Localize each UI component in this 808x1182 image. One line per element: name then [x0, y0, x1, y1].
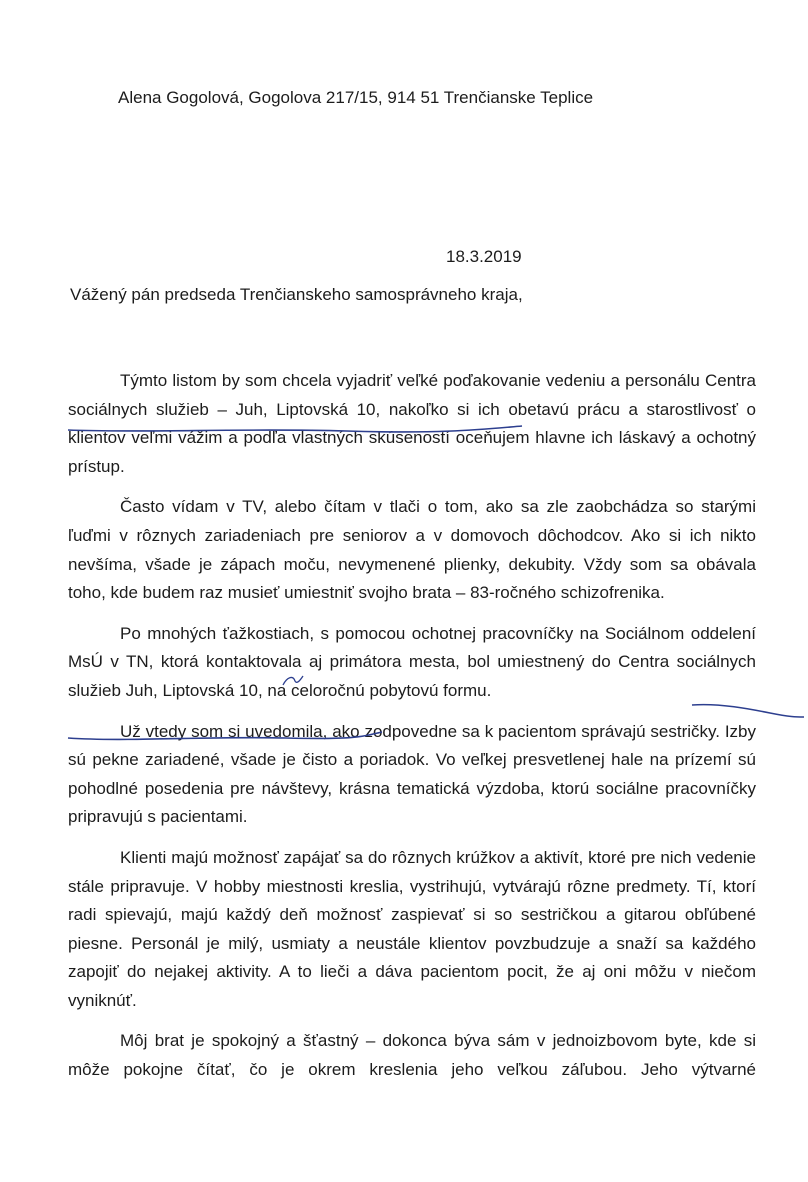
letter-date: 18.3.2019 [446, 247, 522, 266]
paragraph-thanks: Týmto listom by som chcela vyjadriť veľké poďakovanie vedeniu a personálu Centra sociálnych služieb – Juh, Liptovská 10, nakoľko si ich obetavú prácu a starostlivosť o klientov veľmi vážim a podľa vlastných skúseností oceňujem hlavne ich láskavý a ochotný prístup. [68, 371, 756, 476]
paragraph-activities: Klienti majú možnosť zapájať sa do rôznych krúžkov a aktivít, ktoré pre nich vedenie stále pripravuje. V hobby miestnosti kreslia, vystrihujú, vytvárajú rôzne predmety. Tí, ktorí radi spievajú, majú každý deň možnosť zaspievať si so sestričkou a gitarou obľúbené piesne. Personál je milý, usmiaty a neustále klientov povzbudzuje a snaží sa každého zapojiť do nejakej aktivity. A to lieči a dáva pacientom pocit, že aj oni môžu v niečom vyniknúť. [68, 847, 756, 1010]
paragraph-concerns: Často vídam v TV, alebo čítam v tlači o tom, ako sa zle zaobchádza so starými ľuďmi v rôznych zariadeniach pre seniorov a v domovoch dôchodcov. Ako si ich nikto nevšíma, všade je zápach moču, nevymenené plienky, dekubity. Vždy som sa obávala toho, kde budem raz musieť umiestniť svojho brata – 83-ročného schizofrenika. [68, 497, 756, 603]
paragraph-placement: Po mnohých ťažkostiach, s pomocou ochotnej pracovníčky na Sociálnom oddelení MsÚ v TN, ktorá kontaktovala aj primátora mesta, bol umiestnený do Centra sociálnych služieb Juh, Liptovská 10, na celoročnú pobytovú formu. [68, 623, 756, 700]
paragraph-staff: Už vtedy som si uvedomila, ako zodpovedne sa k pacientom správajú sestričky. Izby sú pekne zariadené, všade je čisto a poriadok. Vo veľkej presvetlenej hale na prízemí sú pohodlné posedenia pre návštevy, krásna tematická výzdoba, ktorú sociálne pracovníčky pripravujú s pacientami. [68, 721, 756, 827]
salutation: Vážený pán predseda Trenčianskeho samosprávneho kraja, [70, 285, 523, 304]
letter-body [68, 367, 756, 1085]
paragraph-brother: Môj brat je spokojný a šťastný – dokonca býva sám v jednoizbovom byte, kde si môže pokojne čítať, čo je okrem kreslenia jeho veľkou záľubou. Jeho výtvarné [68, 1031, 756, 1080]
sender-address: Alena Gogolová, Gogolova 217/15, 914 51 Trenčianske Teplice [118, 88, 594, 107]
